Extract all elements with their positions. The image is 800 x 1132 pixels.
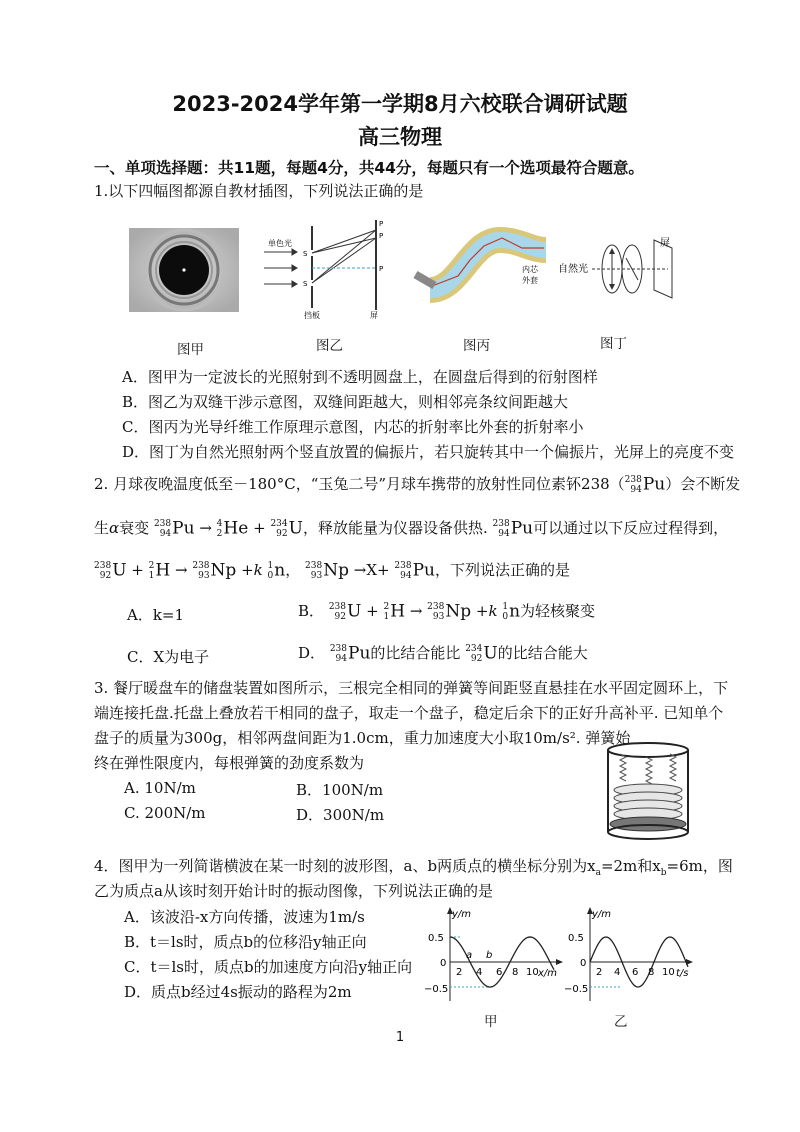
- q4-option-b: B．t＝ls时，质点b的位移沿y轴正向: [124, 933, 367, 951]
- graph-b-xtick-6: 6: [632, 967, 639, 978]
- q1-option-d: D．图丁为自然光照射两个竖直放置的偏振片，若只旋转其中一个偏振片，光屏上的亮度不变: [122, 443, 735, 461]
- q2-line-3: 238 92 U + 2 1 H → 238 93 Np +k 1 0 n， 238 93 Np →X+ 238 94 Pu，下列说法正确的是: [94, 560, 570, 581]
- q2-option-a: A．k=1: [127, 606, 185, 624]
- graph-b-xtick-8: 8: [648, 967, 655, 978]
- q3-option-b: B．100N/m: [296, 781, 384, 799]
- graph-b-ytick-pos: 0.5: [568, 933, 584, 944]
- graph-b-xlabel: t/s: [676, 968, 689, 979]
- graph-a-point-a: a: [466, 950, 473, 961]
- caption-fig-a: 图甲: [177, 342, 204, 358]
- nuclide-pu238: 238 94 Pu: [624, 474, 666, 495]
- q3-line-2: 端连接托盘.托盘上叠放若干相同的盘子，取走一个盘子，稳定后余下的正好升高补平. 已知单个: [94, 704, 724, 722]
- q2-option-c: C．X为电子: [127, 648, 210, 666]
- label-p0: P: [379, 265, 384, 273]
- exam-title: 2023-2024学年第一学期8月六校联合调研试题: [172, 92, 628, 116]
- label-core: 内芯: [522, 265, 538, 274]
- exam-subject: 高三物理: [358, 125, 442, 149]
- graph-b-ylabel: y/m: [592, 909, 612, 920]
- q3-option-c: C. 200N/m: [124, 804, 206, 822]
- q3-option-d: D．300N/m: [296, 806, 385, 824]
- label-p2: P: [379, 220, 384, 228]
- graph-a-xtick-10: 10: [526, 967, 539, 978]
- graph-a-ytick-pos: 0.5: [428, 933, 444, 944]
- fig-plate-warmer: [602, 740, 694, 840]
- section-heading: 一、单项选择题：共11题，每题4分，共44分，每题只有一个选项最符合题意。: [94, 159, 644, 177]
- label-p1: P: [379, 232, 384, 240]
- q1-option-b: B．图乙为双缝干涉示意图，双缝间距越大，则相邻亮条纹间距越大: [122, 393, 569, 411]
- label-s2: S: [303, 280, 308, 288]
- graph-b-xtick-2: 2: [596, 967, 603, 978]
- caption-fig-c: 图丙: [463, 338, 490, 354]
- q2-option-b: B． 238 92 U + 2 1 H → 238 93 Np +k 1 0 n为轻核聚变: [298, 601, 596, 622]
- label-s1: S: [303, 250, 308, 258]
- caption-fig-d: 图丁: [600, 336, 627, 352]
- q1-option-a: A．图甲为一定波长的光照射到不透明圆盘上，在圆盘后得到的衍射图样: [122, 368, 598, 386]
- label-screen: 屏: [370, 311, 378, 320]
- fig-polarizers: [556, 236, 686, 302]
- graph-a-ylabel: y/m: [452, 909, 472, 920]
- q3-option-a: A. 10N/m: [124, 779, 196, 797]
- graph-a-xtick-8: 8: [512, 967, 519, 978]
- q2-line-2: 生α衰变 238 94 Pu → 4 2 He + 234 92 U，释放能量为仪器设备供热. 238 94 Pu可以通过以下反应过程得到，: [94, 518, 729, 539]
- graph-a-ytick-neg: −0.5: [424, 984, 449, 995]
- graph-a-point-b: b: [486, 950, 493, 961]
- fig-double-slit: [262, 216, 392, 320]
- caption-graph-b: 乙: [614, 1014, 628, 1030]
- q1-option-c: C．图丙为光导纤维工作原理示意图，内芯的折射率比外套的折射率小: [122, 418, 584, 436]
- graph-vibration: [560, 906, 700, 1004]
- label-barrier: 挡板: [304, 311, 320, 320]
- q3-line-1: 3. 餐厅暖盘车的储盘装置如图所示，三根完全相同的弹簧等间距竖直悬挂在水平固定圆环上，下: [94, 679, 729, 697]
- label-screen-d: 屏: [660, 238, 670, 249]
- graph-a-xtick-6: 6: [496, 967, 503, 978]
- q2-line-1: 2. 月球夜晚温度低至－180°C，“玉兔二号”月球车携带的放射性同位素钚238（ 238 94 Pu）会不断发: [94, 474, 741, 495]
- label-cladding: 外套: [522, 276, 538, 285]
- q3-line-4: 终在弹性限度内，每根弹簧的劲度系数为: [94, 754, 365, 772]
- graph-a-xlabel: x/m: [538, 968, 558, 979]
- graph-wave-form: [424, 906, 570, 1004]
- graph-b-ytick-zero: 0: [580, 958, 587, 969]
- caption-fig-b: 图乙: [316, 338, 343, 354]
- q4-option-d: D．质点b经过4s振动的路程为2m: [124, 983, 352, 1001]
- q4-option-c: C．t＝ls时，质点b的加速度方向沿y轴正向: [124, 958, 413, 976]
- q4-line-1: 4．图甲为一列简谐横波在某一时刻的波形图，a、b两质点的横坐标分别为$x_a=2m$和$x_b=6m$，图: [94, 857, 733, 878]
- label-light-source: 单色光: [268, 239, 292, 248]
- fig-optical-fiber: [410, 220, 550, 310]
- q1-stem: 1.以下四幅图都源自教材插图，下列说法正确的是: [94, 182, 424, 200]
- label-natural-light: 自然光: [558, 264, 588, 275]
- graph-a-ytick-zero: 0: [440, 958, 447, 969]
- graph-b-ytick-neg: −0.5: [564, 984, 589, 995]
- page-number: 1: [395, 1030, 405, 1045]
- caption-graph-a: 甲: [484, 1014, 498, 1030]
- q4-option-a: A．该波沿-x方向传播，波速为1m/s: [124, 908, 365, 926]
- graph-b-xtick-10: 10: [662, 967, 675, 978]
- q3-line-3: 盘子的质量为300g，相邻两盘间距为1.0cm，重力加速度大小取10m/s². 弹簧始: [94, 729, 631, 747]
- q2-option-d: D． 238 94 Pu的比结合能比 234 92 U的比结合能大: [298, 643, 588, 664]
- fig-diffraction-photo: [129, 228, 239, 312]
- q4-line-2: 乙为质点a从该时刻开始计时的振动图像，下列说法正确的是: [94, 882, 493, 900]
- graph-a-xtick-2: 2: [456, 967, 463, 978]
- graph-b-xtick-4: 4: [614, 967, 621, 978]
- graph-a-xtick-4: 4: [476, 967, 483, 978]
